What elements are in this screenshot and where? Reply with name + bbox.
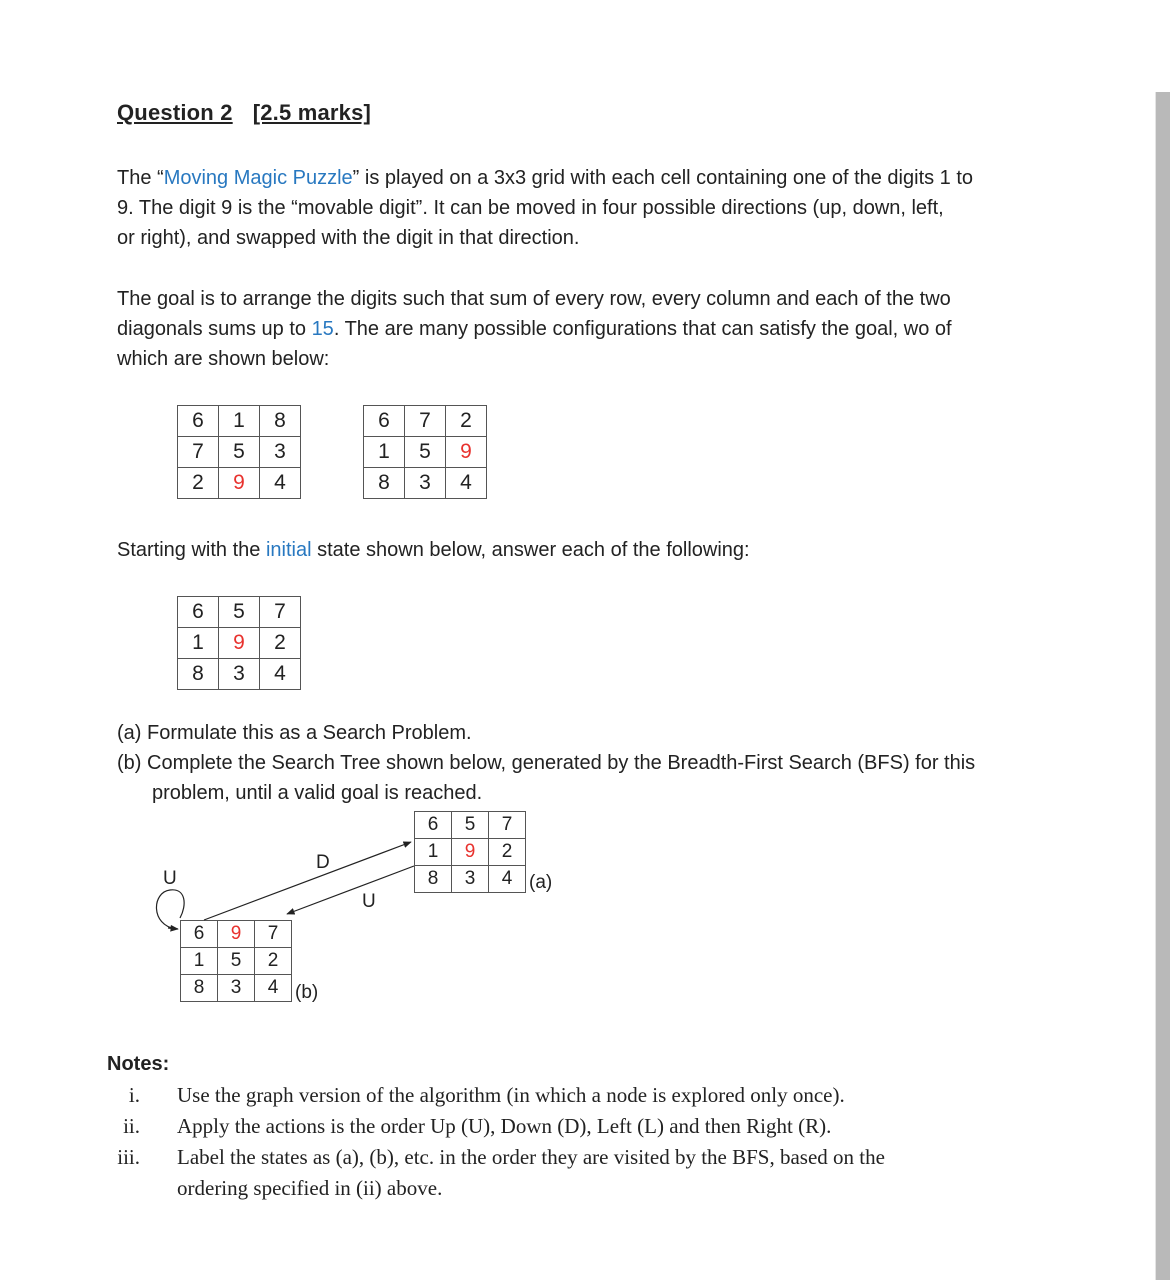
p2-line-2: diagonals sums up to 15. The are many possible configurations that can satisfy the goal, wo of — [117, 318, 952, 340]
edge-up-line — [287, 866, 414, 914]
grid-cell: 2 — [178, 468, 219, 499]
grid-cell: 2 — [260, 628, 301, 659]
notes-title: Notes: — [107, 1053, 170, 1075]
grid-cell: 5 — [218, 948, 255, 975]
grid-cell: 4 — [489, 866, 526, 893]
edge-label-d: D — [316, 852, 330, 873]
node-b-label: (b) — [295, 982, 319, 1003]
grid-cell: 7 — [489, 812, 526, 839]
movable-digit-cell: 9 — [219, 468, 260, 499]
puzzle-name: Moving Magic Puzzle — [163, 167, 353, 189]
grid-cell: 5 — [219, 597, 260, 628]
edge-label-u-self: U — [163, 868, 177, 889]
note-number: ii. — [123, 1114, 140, 1138]
grid-cell: 4 — [446, 468, 487, 499]
grid-cell: 1 — [219, 406, 260, 437]
grid-cell: 1 — [415, 839, 452, 866]
movable-digit-cell: 9 — [452, 839, 489, 866]
grid-cell: 3 — [219, 659, 260, 690]
note-text: Apply the actions is the order Up (U), Down (D), Left (L) and then Right (R). — [177, 1114, 832, 1138]
grid-cell: 4 — [260, 468, 301, 499]
initial-word: initial — [265, 539, 312, 561]
grid-cell: 7 — [178, 437, 219, 468]
vertical-scrollbar[interactable] — [1155, 92, 1170, 1280]
note-text: Label the states as (a), (b), etc. in the order they are visited by the BFS, based on the ordering specified in (ii) above. — [177, 1145, 885, 1200]
grid-cell: 2 — [446, 406, 487, 437]
p1-line-1: The “Moving Magic Puzzle” is played on a 3x3 grid with each cell containing one of the digits 1 to — [117, 167, 974, 189]
p1-line-2: 9. The digit 9 is the “movable digit”. It can be moved in four possible directions (up, down, left, — [117, 197, 944, 219]
task-b-line-2: problem, until a valid goal is reached. — [152, 782, 483, 804]
edge-down-line — [204, 842, 411, 920]
start-sentence: Starting with the initial state shown below, answer each of the following: — [117, 539, 750, 561]
grid-cell: 7 — [405, 406, 446, 437]
grid-cell: 7 — [255, 921, 292, 948]
grid-cell: 3 — [218, 975, 255, 1002]
question-number: Question 2 — [117, 100, 233, 125]
p1-line-3: or right), and swapped with the digit in that direction. — [117, 227, 580, 249]
node-a-label: (a) — [529, 872, 553, 893]
grid-cell: 7 — [260, 597, 301, 628]
grid-cell: 6 — [364, 406, 405, 437]
notes-list — [100, 1080, 1000, 1204]
grid-cell: 8 — [415, 866, 452, 893]
target-sum: 15 — [311, 318, 334, 340]
grid-cell: 3 — [260, 437, 301, 468]
grid-cell: 5 — [452, 812, 489, 839]
note-number: i. — [128, 1083, 140, 1107]
movable-digit-cell: 9 — [219, 628, 260, 659]
self-loop-line — [156, 890, 184, 929]
grid-cell: 8 — [364, 468, 405, 499]
grid-cell: 5 — [405, 437, 446, 468]
note-item — [100, 1080, 1000, 1111]
edge-label-u: U — [362, 891, 376, 912]
movable-digit-cell: 9 — [218, 921, 255, 948]
grid-cell: 3 — [452, 866, 489, 893]
note-item — [100, 1111, 1000, 1142]
question-marks: [2.5 marks] — [252, 100, 372, 125]
p2-line-1: The goal is to arrange the digits such that sum of every row, every column and each of the two — [117, 288, 951, 310]
grid-cell: 2 — [255, 948, 292, 975]
grid-cell: 6 — [178, 406, 219, 437]
grid-cell: 1 — [178, 628, 219, 659]
grid-cell: 3 — [405, 468, 446, 499]
movable-digit-cell: 9 — [446, 437, 487, 468]
grid-cell: 6 — [181, 921, 218, 948]
grid-cell: 8 — [260, 406, 301, 437]
p2-line-3: which are shown below: — [117, 348, 330, 370]
grid-cell: 1 — [364, 437, 405, 468]
grid-cell: 8 — [181, 975, 218, 1002]
grid-cell: 4 — [255, 975, 292, 1002]
grid-cell: 2 — [489, 839, 526, 866]
grid-cell: 4 — [260, 659, 301, 690]
grid-cell: 5 — [219, 437, 260, 468]
grid-cell: 8 — [178, 659, 219, 690]
self-loop-arrowhead — [168, 928, 178, 929]
task-a: (a) Formulate this as a Search Problem. — [117, 722, 472, 744]
note-item — [100, 1142, 1000, 1204]
note-number: iii. — [117, 1145, 140, 1169]
task-b-line-1: (b) Complete the Search Tree shown below, generated by the Breadth-First Search (BFS) for this — [117, 752, 976, 774]
grid-cell: 1 — [181, 948, 218, 975]
note-text: Use the graph version of the algorithm (in which a node is explored only once). — [177, 1083, 845, 1107]
grid-cell: 6 — [415, 812, 452, 839]
grid-cell: 6 — [178, 597, 219, 628]
